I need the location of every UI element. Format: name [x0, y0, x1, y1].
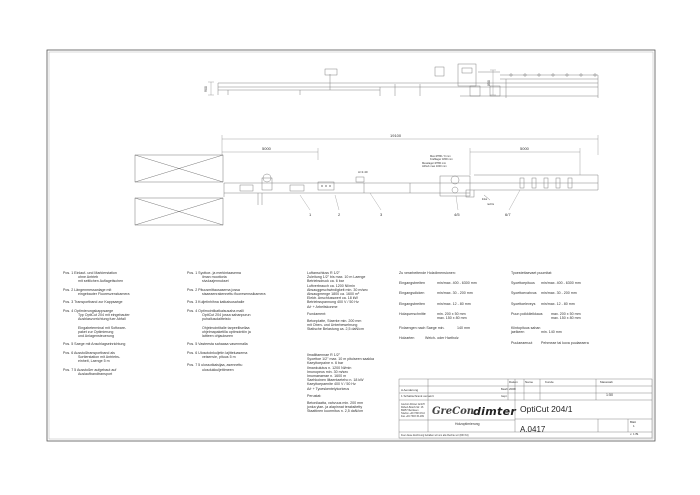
- sheet-label: Blatt: [630, 420, 637, 424]
- tech-line: Luftanschluss R 1/2": [307, 271, 340, 275]
- infeed-note-1: Max Ø780 / 9 mm: [430, 155, 451, 158]
- tech-line: Betriebsdruck ca. 6 bar: [307, 279, 344, 284]
- legend-fi-item: [187, 288, 297, 296]
- legend-de-item: [63, 368, 183, 376]
- legend-line: Pos. 2 Längenmessanlage mit: [63, 287, 112, 292]
- legend-line: Pos. 7 5 Ausstoßer aufgebaut auf: [63, 367, 117, 372]
- wood-value: max. 150 x 80 mm: [437, 316, 467, 321]
- wood-value: min/max. 30 - 200 mm: [541, 291, 577, 296]
- legend-line: Pos. 7 5 ulossotkaisijaa, asennettu: [187, 363, 243, 368]
- tech-line: Saehkoinen liitaentaeteho n. 18 kW: [307, 378, 364, 383]
- tech-line: Syoettoe 1/2" max. 10 m pituiseen saakka: [307, 357, 374, 362]
- legend-fi-item: [187, 271, 297, 284]
- wood-value: Pehmeae tai kova puulaeaera: [541, 340, 589, 345]
- legend-fi: [187, 271, 297, 376]
- legend-de-item: [63, 288, 183, 296]
- legend-de: [63, 271, 183, 380]
- legend-line: Pos. 6 Ulosotolnkuljetin lajitteluasema: [187, 350, 248, 355]
- wood-value: 140 mm: [457, 326, 470, 331]
- wood-label: Holzquerschnitte: [399, 311, 426, 316]
- legend-line: ilman moottoria: [202, 275, 227, 280]
- legend-line: Pos. 2 Pituusmittausasema jossa: [187, 287, 240, 292]
- tech-line: Absauggeschwindigkeit min. 30 m/sec: [307, 287, 368, 292]
- infeed-note-4: Abhub max 1000 mm: [422, 165, 447, 168]
- wood-value: min/max. 30 - 200 mm: [437, 291, 473, 296]
- legend-line: und Anlagensteuerung: [78, 333, 114, 338]
- legend-line: Pos. 5 Saege mit Anschlagseinrichtung: [63, 342, 126, 347]
- tech-line: A/r + Tyoeskentelykorkeus: [307, 386, 350, 391]
- legend-fi-item: [187, 309, 297, 322]
- legend-fi-item: [187, 351, 297, 359]
- tech-line: Kaeyttoepaine n. 6 bar: [307, 361, 344, 366]
- legend-fi-item: [187, 300, 297, 304]
- tech-line: Imunopeus min. 30 m/sec: [307, 369, 349, 374]
- tech-line: Kaeyttoepaenite 400 V / 50 Hz: [307, 382, 356, 387]
- wood-row: [399, 281, 499, 285]
- wood-label: jaelkeen: [511, 330, 525, 335]
- wood-value: max. 200 x 50 mm: [551, 311, 581, 316]
- wood-heading: Zu verarbeitende Holzdimensionen:: [399, 271, 456, 275]
- legend-line: veisenvie, pituus 5 m: [202, 354, 236, 359]
- address-line: 89257 Illertissen: [401, 408, 419, 412]
- legend-line: Typ OptiCut 204 mit eingebauter: [78, 312, 130, 317]
- wood-value: Weich- oder Hartholz: [425, 336, 459, 341]
- position-6-7: 6/7: [505, 212, 511, 217]
- scale-value: 1:50: [606, 393, 613, 397]
- address-line: Robert-Bosch-Str. 16: [401, 405, 424, 409]
- copyright-footer: Fuer diese Zeichnung behalten wir uns alle Rechte vor (DIN 34): [401, 434, 469, 437]
- tech-line: Elektr. Anschlusswert ca. 18 kW: [307, 296, 358, 301]
- tech-line: Ilmankulutus n. 1200 Nl/min: [307, 365, 352, 370]
- company-address: [401, 404, 425, 419]
- wood-value: min. 140 mm: [541, 330, 562, 335]
- dim-mid-height: 850: [487, 80, 491, 86]
- header-scale: Massstab: [600, 380, 613, 384]
- dimter-logo: dimter: [473, 405, 517, 418]
- wood-row: [399, 326, 499, 330]
- legend-line: ulosdukkuljettimeen: [202, 367, 234, 372]
- wood-row: [511, 302, 631, 306]
- foundation-heading: Perustat:: [307, 393, 322, 398]
- wood-label: Syoettoeleveys: [511, 301, 536, 306]
- legend-line: ohne Antrieb: [78, 275, 99, 280]
- legend-line: einheit, Laenge 5 m: [78, 359, 110, 364]
- wood-row: [399, 291, 499, 295]
- wood-heading: Tyoestettaevaet puumitat:: [511, 271, 553, 275]
- legend-line: Sortierstation mit Antriebs-: [78, 354, 121, 359]
- mark-year: 2008: [509, 387, 516, 391]
- wood-label: Holzarten: [399, 336, 415, 341]
- wood-row: [511, 291, 631, 295]
- address-line: Fax +49 7303 15-199: [401, 414, 424, 418]
- foundation-line: jonka ylae- ja alapinnat teraksitetty: [307, 405, 363, 410]
- address-line: Telefon +49 7303 15-0: [401, 411, 425, 415]
- tech-line: A/r + Arbeitskonme: [307, 304, 338, 309]
- sheet-total: v. 1 Bl.: [630, 432, 639, 436]
- wood-row: [399, 302, 499, 306]
- legend-fi-item: [187, 326, 297, 339]
- grecon-logo: GreCon: [432, 406, 475, 417]
- legend-line: Pos. 3 Kuljetinhihna katkaisusahalle: [187, 300, 245, 305]
- mark-checked: Gepr.: [501, 395, 508, 398]
- plan-marker-pos3: A=1:40: [358, 170, 368, 174]
- header-date: Datum: [509, 380, 518, 384]
- sheet-number: 1: [633, 424, 635, 428]
- wood-value: min. 200 x 50 mm: [437, 311, 466, 316]
- foundation-line: Statische Belastung ca. 2,5 daN/cm: [307, 327, 364, 332]
- wood-row: [399, 336, 499, 340]
- wood-dims-de: [399, 271, 499, 341]
- foundation-heading: Fundament:: [307, 311, 327, 316]
- legend-de-item: [63, 309, 183, 322]
- revision-1: 1 Schaltschrank versetzt: [401, 394, 434, 398]
- legend-line: paket zur Optimierung: [78, 329, 114, 334]
- drawing-subtitle: Holzoptimierung: [455, 422, 480, 426]
- legend-line: sisaeaenrakennettu fluoresenssikamera: [202, 292, 266, 296]
- infeed-note-3: Messlager Ø780 mm: [422, 162, 447, 165]
- tech-line: Luftverbrauch ca. 1200 Nl/min: [307, 283, 355, 288]
- foundation-line: mit Oben- und Unterbewehrung: [307, 323, 358, 328]
- tech-fi: [307, 353, 392, 414]
- legend-line: Eingabeterminal mit Software-: [78, 325, 127, 330]
- legend-fi-item: [187, 342, 297, 346]
- legend-line: puhallusolaitteisto: [202, 317, 231, 322]
- revision-a: A Aenderung: [401, 388, 419, 392]
- tech-line: Betriebsspannung 400 V / 50 Hz: [307, 300, 359, 305]
- position-2: 2: [338, 212, 341, 217]
- legend-de-item: [63, 326, 183, 339]
- legend-de-item: [63, 342, 183, 346]
- legend-line: OptiCut 204 jossa sahanpurun: [202, 312, 251, 317]
- wood-value: min/max. 400 - 6300 mm: [437, 281, 477, 286]
- legend-de-item: [63, 351, 183, 364]
- tech-line: Imumaeaerae n. 1600 m: [307, 374, 347, 379]
- legend-line: Pos. 1 Syottoe- ja merkintaasema: [187, 271, 241, 275]
- legend-line: Ausblasvorrichtung fuer Abfall: [78, 317, 126, 322]
- legend-line: Pos. 6 Ausstoßtransportband als: [63, 350, 115, 355]
- tech-de: [307, 271, 392, 332]
- wood-value: min/max. 12 - 80 mm: [541, 301, 575, 306]
- wood-row: [511, 316, 631, 320]
- wood-row: [399, 316, 499, 320]
- small-label-b: rechts: [487, 203, 495, 206]
- wood-label: Puun poikkileikkaus: [511, 311, 543, 316]
- tech-line: Ilmaliitaennae R 1/2": [307, 353, 341, 357]
- small-label-a: links: [482, 198, 488, 201]
- position-1: 1: [309, 212, 312, 217]
- wood-label: Syoettoepituus: [511, 281, 535, 286]
- drawing-number: A.0417: [520, 425, 546, 434]
- legend-line: sivulaajennukset: [202, 279, 229, 284]
- infeed-note-2: Kraftlager 1800 mm: [430, 158, 453, 161]
- wood-label: Eingangsbreiten: [399, 281, 425, 286]
- legend-de-item: [63, 300, 183, 304]
- wood-label: Kiintopituus sahan: [511, 326, 541, 331]
- legend-line: ohjelmapaketilla optimointiin ja: [202, 329, 251, 334]
- wood-row: [511, 341, 631, 345]
- mark-drawn: Bearb.: [501, 388, 509, 391]
- dim-right-section: 5000: [520, 146, 529, 151]
- address-line: GreCon Dimter GmbH: [401, 403, 425, 406]
- wood-value: max. 150 x 80 mm: [551, 316, 581, 321]
- dim-total: 19100: [390, 133, 402, 138]
- legend-de-item: [63, 271, 183, 284]
- drawing-title: OptiCut 204/1: [520, 404, 573, 414]
- legend-line: Ohjelmointitalle tarpeellisellaa: [202, 325, 250, 330]
- wood-label: Eingangsbreiten: [399, 301, 425, 306]
- legend-line: Pos. 4 Optimierungskappsaege: [63, 308, 114, 313]
- position-3: 3: [380, 212, 383, 217]
- tech-line: Absaugmenge 1800 ca. 1600 m³: [307, 292, 360, 297]
- foundation-line: Staattinen kuormitus n. 2,5 daN/cm: [307, 409, 364, 414]
- wood-label: Syoettoevahvus: [511, 291, 537, 296]
- legend-line: laitteen ohjaukseen: [202, 333, 233, 338]
- foundation-line: Betonilaatta, vahvuus min. 200 mm: [307, 401, 364, 406]
- legend-line: Pos. 3 Transportband zur Kappsaege: [63, 300, 123, 305]
- position-4-5: 4/5: [454, 212, 460, 217]
- wood-label: Eingangsdicken: [399, 291, 425, 296]
- foundation-line: Betonplatte, Staerke min. 200 mm: [307, 319, 362, 324]
- wood-label: Fixlaengen nach Saege min.: [399, 326, 445, 331]
- legend-line: eingebauter Fluoreszenzkamera: [78, 292, 130, 296]
- wood-value: min/max. 12 - 80 mm: [437, 301, 471, 306]
- dim-side-height: 900: [204, 86, 208, 92]
- header-customer: Kunde: [545, 380, 554, 384]
- legend-line: Pos. 4 Optimointikatkaisusaha malli: [187, 308, 244, 313]
- tech-line: Zuleitung 1/2" bis max. 10 m Laenge: [307, 275, 366, 280]
- legend-line: Auslaufbandtransport: [78, 371, 113, 376]
- wood-dims-fi: [511, 271, 631, 345]
- legend-line: mit seitlichen Auflagetischen: [78, 279, 124, 284]
- wood-value: min/max. 400 - 6300 mm: [541, 281, 581, 286]
- wood-row: [511, 330, 631, 334]
- legend-fi-item: [187, 363, 297, 371]
- header-name: Name: [525, 380, 534, 384]
- legend-line: Pos. 1 Einlauf- und Markierstation: [63, 271, 117, 275]
- wood-label: Puulaeaeruut: [511, 340, 533, 345]
- legend-line: Pos. 5 Vasteesta sahaasa vasenmalla: [187, 342, 248, 347]
- wood-row: [511, 281, 631, 285]
- dim-left-section: 5000: [262, 146, 271, 151]
